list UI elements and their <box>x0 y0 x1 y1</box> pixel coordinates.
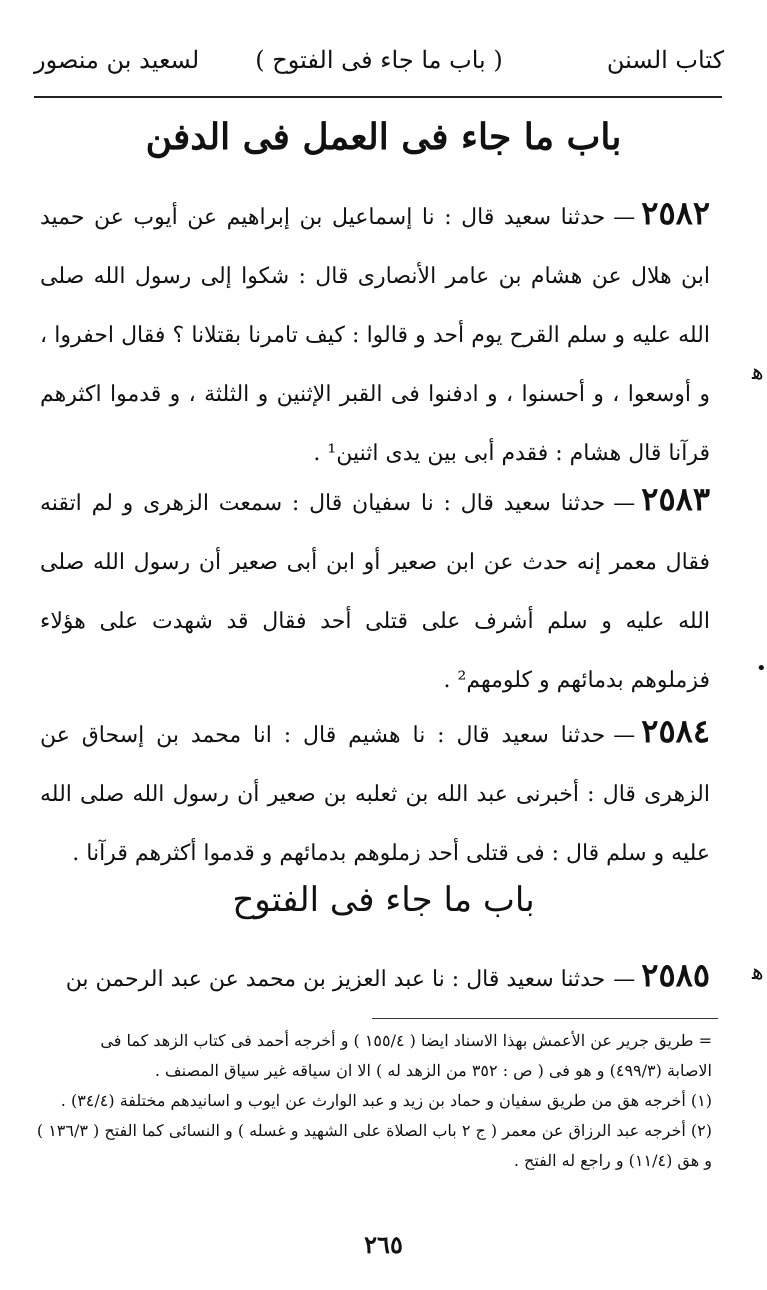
hadith-2583 <box>40 470 710 710</box>
hadith-dash: — <box>613 491 636 516</box>
hadith-dash: — <box>613 967 636 992</box>
footnote-line: (١) أخرجه هق من طريق سفيان و حماد بن زيد و عبد الوارث عن ايوب و اسانيدهم مختلفة (٣٤/٤) . <box>60 1091 712 1110</box>
chapter-title-burial: باب ما جاء فى العمل فى الدفن <box>145 116 622 158</box>
hadith-dash: — <box>613 723 636 748</box>
header-rule <box>34 96 722 98</box>
header-author: لسعيد بن منصور <box>34 46 200 74</box>
hadith-number: ٢٥٨٥ <box>641 956 710 994</box>
hadith-text: حدثنا سعيد قال : نا عبد العزيز بن محمد عن عبد الرحمن بن <box>65 967 606 992</box>
hadith-2584 <box>40 702 710 883</box>
margin-mark: ﻫ <box>752 960 764 985</box>
margin-mark: • <box>756 658 767 679</box>
hadith-dash: — <box>613 205 636 230</box>
hadith-text: حدثنا سعيد قال : نا هشيم قال : انا محمد بن إسحاق عن الزهرى قال : أخبرنى عبد الله بن ثعلبه بن صعير أن رسول الله صلى الله عليه و سلم قال : فى قتلى أحد زملوهم بدمائهم و قدموا أكثرهم قرآنا . <box>40 723 710 866</box>
hadith-number: ٢٥٨٤ <box>641 712 710 750</box>
hadith-number: ٢٥٨٢ <box>641 194 710 232</box>
hadith-text: حدثنا سعيد قال : نا سفيان قال : سمعت الزهرى و لم اتقنه فقال معمر إنه حدث عن ابن صعير أو ابن أبى صعير أن رسول الله صلى الله عليه و سلم أشرف على قتلى أحد فقال قد شهدت على هؤلاء فزملوهم بدمائهم و كلومهم² . <box>40 491 710 693</box>
footnote-line: (٢) أخرجه عبد الرزاق عن معمر ( ج ٢ باب الصلاة على الشهيد و غسله ) و النسائى كما الفتح ( ١٣٦/٣ ) <box>36 1121 712 1140</box>
footnotes <box>36 1026 712 1176</box>
hadith-number: ٢٥٨٣ <box>641 480 710 518</box>
margin-mark: ﻫ <box>752 360 764 385</box>
header-book-title: كتاب السنن <box>606 46 724 74</box>
footnote-line: و هق (١١/٤) و راجع له الفتح . <box>513 1151 712 1170</box>
hadith-2582 <box>40 184 710 483</box>
header-chapter-title: ( باب ما جاء فى الفتوح ) <box>255 46 503 74</box>
footnote-line: الاصابة (٤٩٩/٣) و هو فى ( ص : ٣٥٢ من الزهد له ) الا ان سياقه غير سياق المصنف . <box>154 1061 712 1080</box>
hadith-2585 <box>40 946 710 1009</box>
hadith-text: حدثنا سعيد قال : نا إسماعيل بن إبراهيم عن أيوب عن حميد ابن هلال عن هشام بن عامر الأنصارى قال : شكوا إلى رسول الله صلى الله عليه و سلم القرح يوم أحد و قالوا : كيف تامرنا بقتلانا ؟ فقال احفروا ، و أوسعوا ، و أحسنوا ، و ادفنوا فى القبر الإثنين و الثلثة ، و قدموا اكثرهم قرآنا قال هشام : فقدم أبى بين يدى اثنين¹ . <box>40 205 710 466</box>
footnote-line: = طريق جرير عن الأعمش بهذا الاسناد ايضا ( ١٥٥/٤ ) و أخرجه أحمد فى كتاب الزهد كما فى <box>100 1031 712 1050</box>
running-header <box>34 40 724 84</box>
chapter-title-conquests: باب ما جاء فى الفتوح <box>232 880 535 920</box>
footnote-rule <box>372 1018 718 1019</box>
page-number: ٢٦٥ <box>364 1230 403 1259</box>
